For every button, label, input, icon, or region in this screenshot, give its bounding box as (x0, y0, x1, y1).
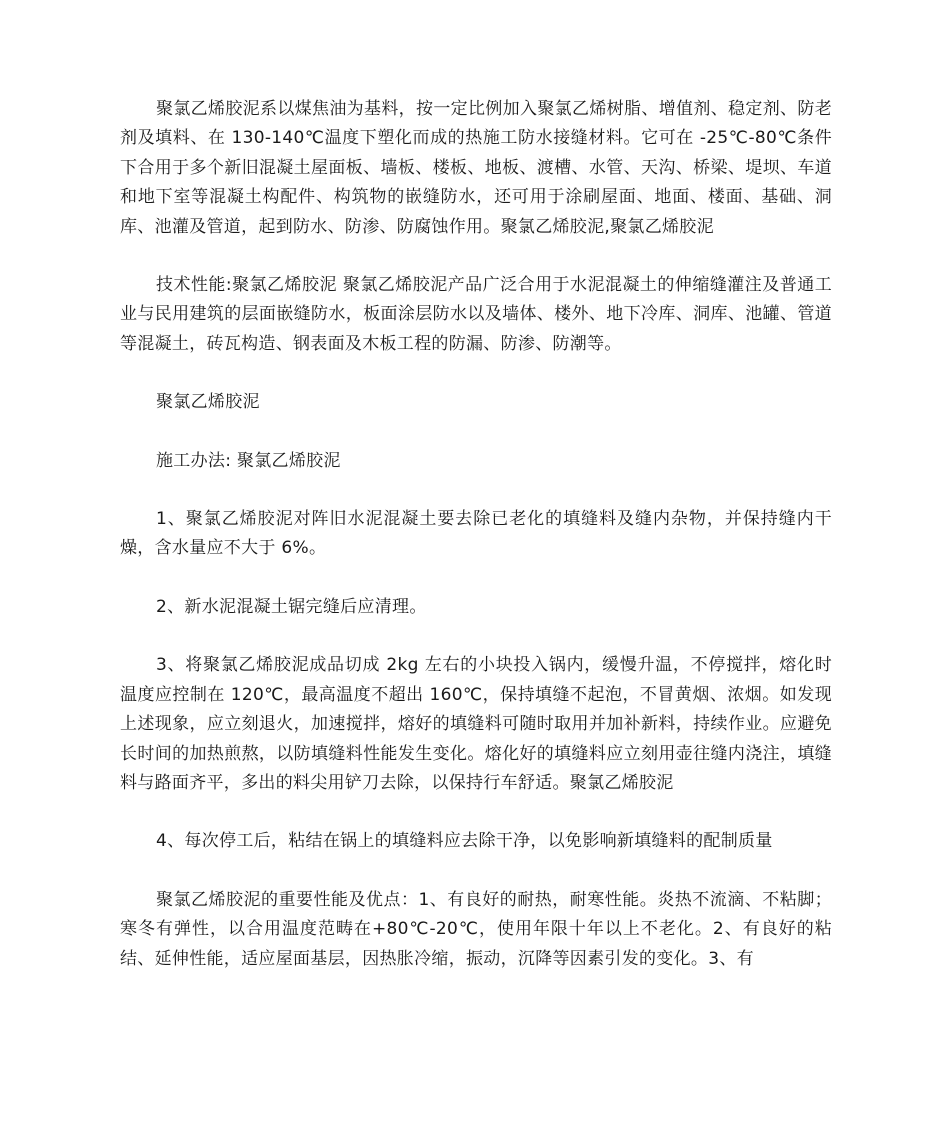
paragraph-construction-method-heading: 施工办法: 聚氯乙烯胶泥 (156, 450, 341, 471)
paragraph-step-4: 4、每次停工后，粘结在锅上的填缝料应去除干净，以免影响新填缝料的配制质量 (156, 831, 773, 852)
paragraph-product-name: 聚氯乙烯胶泥 (156, 392, 260, 413)
paragraph-intro: 聚氯乙烯胶泥系以煤焦油为基料，按一定比例加入聚氯乙烯树脂、增值剂、稳定剂、防老剂及填料、在 130-140℃温度下塑化而成的热施工防水接缝材料。它可在 -25℃-80℃条件下合用于多个新旧混凝土屋面板、墙板、楼板、地板、渡槽、水管、天沟、桥梁、堤坝、车道和地下室等混凝土构配件、构筑物的嵌缝防水，还可用于涂刷屋面、地面、楼面、基础、洞库、池灌及管道，起到防水、防渗、防腐蚀作用。聚氯乙烯胶泥,聚氯乙烯胶泥 (120, 99, 832, 237)
paragraph-step-1: 1、聚氯乙烯胶泥对阵旧水泥混凝土要去除已老化的填缝料及缝内杂物，并保持缝内干燥，含水量应不大于 6%。 (120, 509, 832, 559)
document-page (120, 95, 832, 974)
paragraph-step-3: 3、将聚氯乙烯胶泥成品切成 2kg 左右的小块投入锅内，缓慢升温，不停搅拌，熔化时温度应控制在 120℃，最高温度不超出 160℃，保持填缝不起泡，不冒黄烟、浓烟。如发现上述现象，应立刻退火，加速搅拌，熔好的填缝料可随时取用并加补新料，持续作业。应避免长时间的加热煎熬，以防填缝料性能发生变化。熔化好的填缝料应立刻用壶往缝内浇注，填缝料与路面齐平，多出的料尖用铲刀去除，以保持行车舒适。聚氯乙烯胶泥 (120, 655, 832, 793)
paragraph-technical-performance: 技术性能:聚氯乙烯胶泥 聚氯乙烯胶泥产品广泛合用于水泥混凝土的伸缩缝灌注及普通工业与民用建筑的层面嵌缝防水，板面涂层防水以及墙体、楼外、地下冷库、洞库、池罐、管道等混凝土，砖瓦构造、钢表面及木板工程的防漏、防渗、防潮等。 (120, 275, 832, 354)
paragraph-properties-advantages: 聚氯乙烯胶泥的重要性能及优点：1、有良好的耐热，耐寒性能。炎热不流滴、不粘脚；寒冬有弹性，以合用温度范畴在+80℃-20℃，使用年限十年以上不老化。2、有良好的粘结、延伸性能，适应屋面基层，因热胀冷缩，振动，沉降等因素引发的变化。3、有 (120, 889, 832, 969)
paragraph-step-2: 2、新水泥混凝土锯完缝后应清理。 (156, 596, 427, 617)
